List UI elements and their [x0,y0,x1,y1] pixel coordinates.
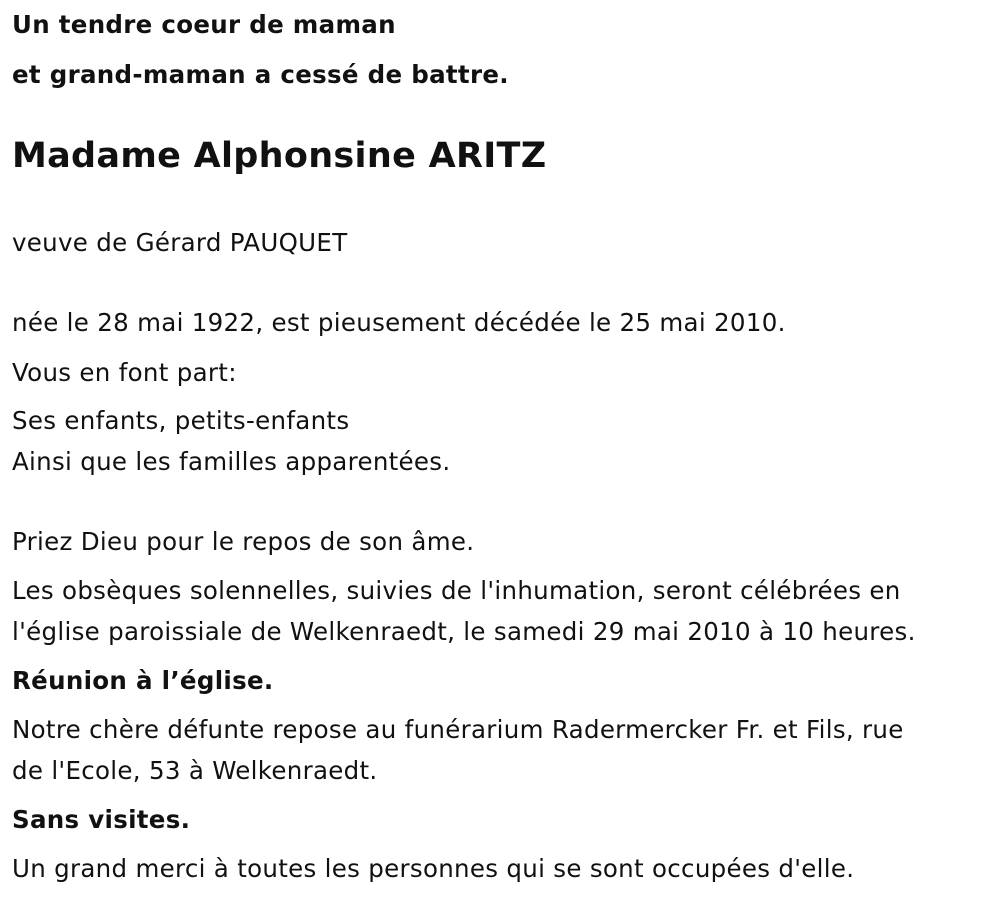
announcers-line-2: Ainsi que les familles apparentées. [12,447,451,476]
funeral-line-2: l'église paroissiale de Welkenraedt, le samedi 29 mai 2010 à 10 heures. [12,617,916,646]
intro-line-1: Un tendre coeur de maman [12,10,396,39]
prayer-line: Priez Dieu pour le repos de son âme. [12,527,475,556]
deceased-name: Madame Alphonsine ARITZ [12,136,547,176]
announcers-line-1: Ses enfants, petits-enfants [12,406,350,435]
intro-line-2: et grand-maman a cessé de battre. [12,60,509,89]
dates-line: née le 28 mai 1922, est pieusement décédée le 25 mai 2010. [12,308,786,337]
rest-line-2: de l'Ecole, 53 à Welkenraedt. [12,756,378,785]
funeral-line-1: Les obsèques solennelles, suivies de l'inhumation, seront célébrées en [12,576,901,605]
announcers-heading: Vous en font part: [12,358,237,387]
meeting-line: Réunion à l’église. [12,666,274,695]
visits-line: Sans visites. [12,805,191,834]
thanks-line: Un grand merci à toutes les personnes qui se sont occupées d'elle. [12,854,855,883]
rest-line-1: Notre chère défunte repose au funérarium Radermercker Fr. et Fils, rue [12,715,904,744]
spouse-line: veuve de Gérard PAUQUET [12,228,348,257]
